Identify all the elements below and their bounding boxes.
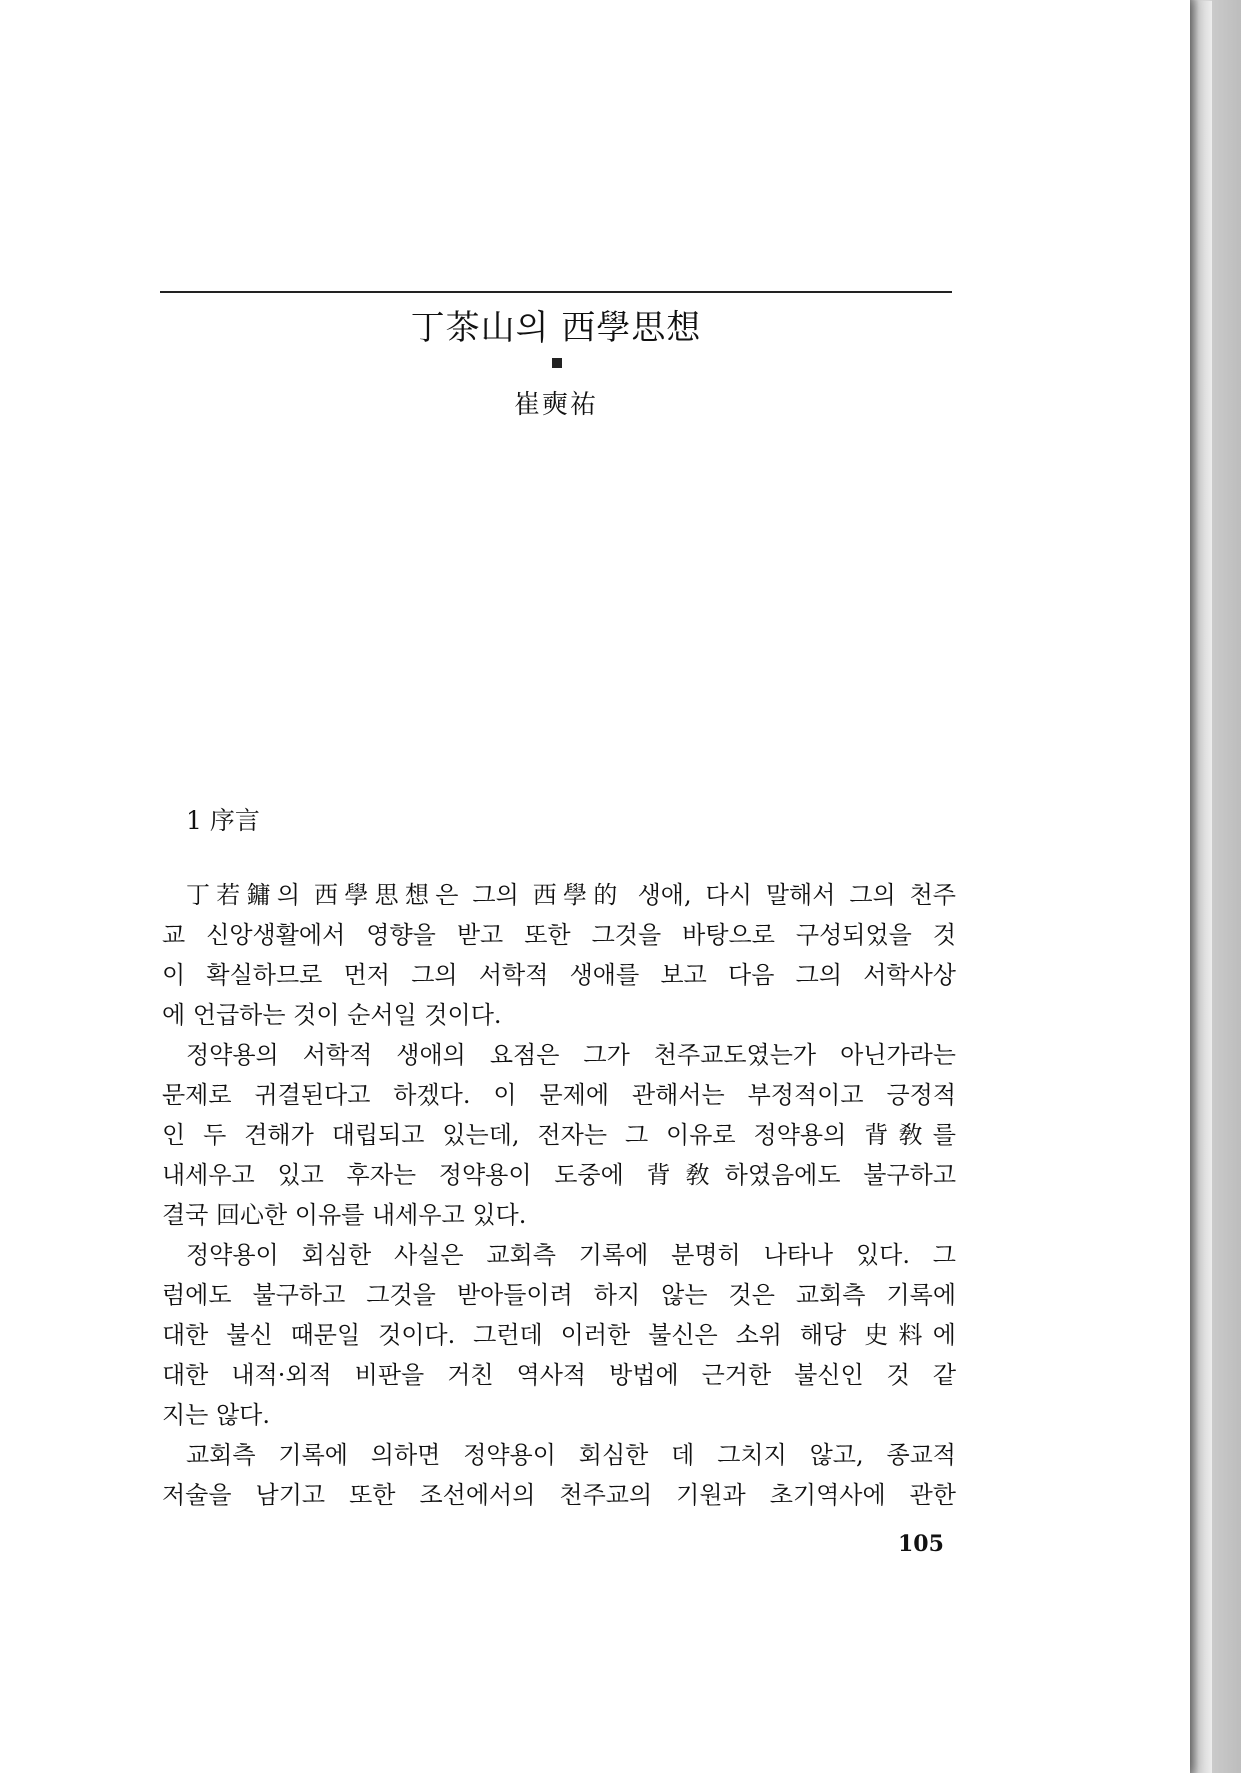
text-line: 내세우고 있고 후자는 정약용이 도중에 背敎하였음에도 불구하고 xyxy=(162,1161,956,1189)
text-line: 대한 내적·외적 비판을 거친 역사적 방법에 근거한 불신인 것 같 xyxy=(162,1361,956,1389)
text-line: 대한 불신 때문일 것이다. 그런데 이러한 불신은 소위 해당 史料에 xyxy=(162,1321,956,1349)
text-line: 저술을 남기고 또한 조선에서의 천주교의 기원과 초기역사에 관한 xyxy=(162,1481,956,1509)
page-edge xyxy=(1190,0,1212,1773)
title-rule xyxy=(160,291,952,293)
text-line: 교 신앙생활에서 영향을 받고 또한 그것을 바탕으로 구성되었을 것 xyxy=(162,921,956,949)
text-line: 이 확실하므로 먼저 그의 서학적 생애를 보고 다음 그의 서학사상 xyxy=(162,961,956,989)
text-line: 교회측 기록에 의하면 정약용이 회심한 데 그치지 않고, 종교적 xyxy=(186,1441,956,1469)
body-text xyxy=(162,875,956,1515)
text-line: 에 언급하는 것이 순서일 것이다. xyxy=(162,1001,502,1029)
text-line: 지는 않다. xyxy=(162,1401,270,1429)
text-line: 정약용의 서학적 생애의 요점은 그가 천주교도였는가 아닌가라는 xyxy=(186,1041,956,1069)
author-name: 崔奭祐 xyxy=(513,390,598,420)
article-title: 丁茶山의 西學思想 xyxy=(410,308,702,348)
separator-mark xyxy=(552,358,562,368)
text-line: 결국 回心한 이유를 내세우고 있다. xyxy=(162,1201,527,1229)
text-line: 丁若鏞의 西學思想은 그의 西學的 생애, 다시 말해서 그의 천주 xyxy=(186,881,956,909)
page-number: 105 xyxy=(898,1531,944,1557)
text-line: 문제로 귀결된다고 하겠다. 이 문제에 관해서는 부정적이고 긍정적 xyxy=(162,1081,956,1109)
text-line: 인 두 견해가 대립되고 있는데, 전자는 그 이유로 정약용의 背敎를 xyxy=(162,1121,956,1149)
section-heading: 1 序言 xyxy=(186,806,260,835)
text-line: 럼에도 불구하고 그것을 받아들이려 하지 않는 것은 교회측 기록에 xyxy=(162,1281,956,1309)
text-line: 정약용이 회심한 사실은 교회측 기록에 분명히 나타나 있다. 그 xyxy=(186,1241,956,1269)
